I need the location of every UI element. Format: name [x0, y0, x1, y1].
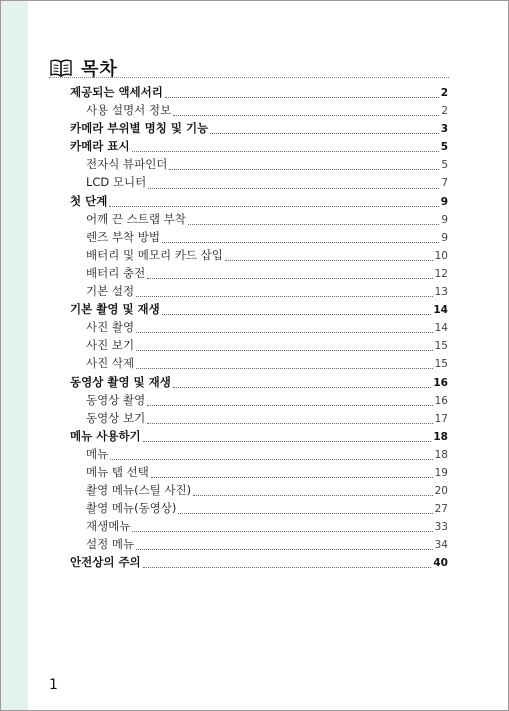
toc-entry-label: 렌즈 부착 방법 — [86, 229, 160, 244]
toc-subsection-entry[interactable] — [70, 173, 448, 191]
toc-entry-label: 설정 메뉴 — [86, 537, 135, 552]
toc-page-number: 2 — [440, 87, 448, 99]
dot-leader — [110, 450, 432, 460]
toc-page-number: 7 — [441, 177, 448, 190]
dot-leader — [148, 179, 439, 189]
toc-page-number: 12 — [434, 267, 448, 280]
toc-section-entry[interactable] — [70, 83, 448, 101]
toc-entry-label: 사진 삭제 — [86, 356, 135, 371]
dot-leader — [225, 251, 433, 261]
toc-entry-label: 전자식 뷰파인더 — [86, 157, 168, 172]
dot-leader — [210, 124, 438, 134]
toc-subsection-entry[interactable] — [70, 463, 448, 481]
toc-subsection-entry[interactable] — [70, 517, 448, 535]
toc-subsection-entry[interactable] — [70, 499, 448, 517]
page-title: 목차 — [81, 59, 118, 80]
dot-leader — [136, 540, 433, 550]
toc-subsection-entry[interactable] — [70, 535, 448, 553]
toc-entry-label: LCD 모니터 — [86, 175, 147, 190]
toc-subsection-entry[interactable] — [70, 155, 448, 173]
dot-leader — [193, 486, 432, 496]
toc-page-number: 5 — [440, 141, 448, 154]
toc-page-number: 5 — [441, 159, 448, 172]
toc-page-number: 17 — [434, 412, 448, 425]
toc-entry-label: 사진 보기 — [86, 338, 135, 353]
toc-entry-label: 안전상의 주의 — [70, 555, 141, 570]
page-number: 1 — [49, 677, 58, 693]
toc-page-number: 27 — [434, 503, 448, 516]
toc-subsection-entry[interactable] — [70, 210, 448, 228]
dot-leader — [169, 160, 439, 170]
toc-subsection-entry[interactable] — [70, 228, 448, 246]
toc-entry-label: 카메라 부위별 명칭 및 기능 — [70, 121, 209, 136]
dot-leader — [132, 142, 439, 152]
dot-leader — [151, 468, 433, 478]
dot-leader — [109, 197, 438, 207]
dot-leader — [136, 359, 433, 369]
dot-leader — [173, 378, 431, 388]
open-book-icon — [49, 58, 73, 78]
toc-page-number: 34 — [434, 539, 448, 552]
dot-leader — [173, 106, 439, 116]
toc-section-entry[interactable] — [70, 373, 448, 391]
toc-entry-label: 촬영 메뉴(동영상) — [86, 501, 177, 516]
toc-subsection-entry[interactable] — [70, 246, 448, 264]
toc-section-entry[interactable] — [70, 192, 448, 210]
dot-leader — [132, 522, 432, 532]
dot-leader — [188, 215, 439, 225]
toc-subsection-entry[interactable] — [70, 264, 448, 282]
toc-page-number: 15 — [434, 358, 448, 371]
toc-entry-label: 메뉴 사용하기 — [70, 428, 141, 443]
toc-entry-label: 재생메뉴 — [86, 519, 131, 534]
dot-leader — [143, 432, 432, 442]
toc-page-number: 2 — [441, 105, 448, 118]
toc-subsection-entry[interactable] — [70, 354, 448, 372]
toc-section-entry[interactable] — [70, 300, 448, 318]
dot-leader — [165, 88, 439, 98]
dot-leader — [147, 414, 432, 424]
toc-entry-label: 배터리 및 메모리 카드 삽입 — [86, 247, 223, 262]
toc-entry-label: 메뉴 탭 선택 — [86, 464, 149, 479]
toc-entry-label: 사진 촬영 — [86, 320, 135, 335]
dot-leader — [147, 396, 432, 406]
dot-leader — [178, 504, 432, 514]
toc-entry-label: 동영상 보기 — [86, 410, 146, 425]
toc-page-number: 19 — [434, 466, 448, 479]
toc-entry-label: 기본 촬영 및 재생 — [70, 302, 160, 317]
toc-entry-label: 어깨 끈 스트랩 부착 — [86, 211, 186, 226]
toc-page-number: 9 — [440, 195, 448, 208]
toc-page-number: 18 — [433, 430, 448, 443]
toc-entry-label: 메뉴 — [86, 446, 109, 461]
toc-page-number: 33 — [434, 521, 448, 534]
toc-section-entry[interactable] — [70, 119, 448, 137]
toc-entry-label: 제공되는 액세서리 — [70, 85, 163, 99]
toc-entry-label: 카메라 표시 — [70, 139, 130, 154]
toc-subsection-entry[interactable] — [70, 318, 448, 336]
dot-leader — [136, 323, 433, 333]
toc-section-entry[interactable] — [70, 427, 448, 445]
toc-page-number: 15 — [434, 340, 448, 353]
toc-entry-label: 동영상 촬영 및 재생 — [70, 374, 171, 389]
toc-page-number: 16 — [434, 394, 448, 407]
toc-page-number: 3 — [440, 123, 448, 136]
dot-leader — [147, 269, 432, 279]
toc-subsection-entry[interactable] — [70, 336, 448, 354]
toc-entry-label: 배터리 충전 — [86, 265, 146, 280]
toc-page-number: 13 — [434, 286, 448, 299]
toc-entry-label: 동영상 촬영 — [86, 392, 146, 407]
dot-leader — [136, 341, 433, 351]
toc-page-number: 9 — [441, 231, 448, 244]
title-divider — [49, 77, 449, 78]
toc-page-number: 10 — [434, 249, 448, 262]
side-stripe — [1, 1, 28, 710]
toc-page-number: 40 — [433, 557, 448, 570]
table-of-contents — [70, 83, 448, 572]
toc-page-number: 16 — [433, 376, 448, 389]
toc-page-number: 9 — [441, 213, 448, 226]
dot-leader — [162, 233, 439, 243]
dot-leader — [162, 305, 432, 315]
toc-page-number: 20 — [434, 485, 448, 498]
toc-subsection-entry[interactable] — [70, 282, 448, 300]
dot-leader — [136, 287, 433, 297]
toc-page-number: 14 — [434, 322, 448, 335]
toc-entry-label: 촬영 메뉴(스틸 사진) — [86, 483, 192, 498]
toc-page-number: 14 — [433, 304, 448, 317]
toc-subsection-entry[interactable] — [70, 101, 448, 119]
toc-section-entry[interactable] — [70, 553, 448, 571]
toc-section-entry[interactable] — [70, 137, 448, 155]
toc-subsection-entry[interactable] — [70, 409, 448, 427]
toc-subsection-entry[interactable] — [70, 481, 448, 499]
toc-page-number: 18 — [434, 448, 448, 461]
dot-leader — [143, 558, 432, 568]
toc-subsection-entry[interactable] — [70, 445, 448, 463]
toc-entry-label: 첫 단계 — [70, 193, 108, 208]
toc-entry-label: 기본 설정 — [86, 284, 135, 299]
toc-subsection-entry[interactable] — [70, 391, 448, 409]
toc-entry-label: 사용 설명서 정보 — [86, 103, 172, 118]
